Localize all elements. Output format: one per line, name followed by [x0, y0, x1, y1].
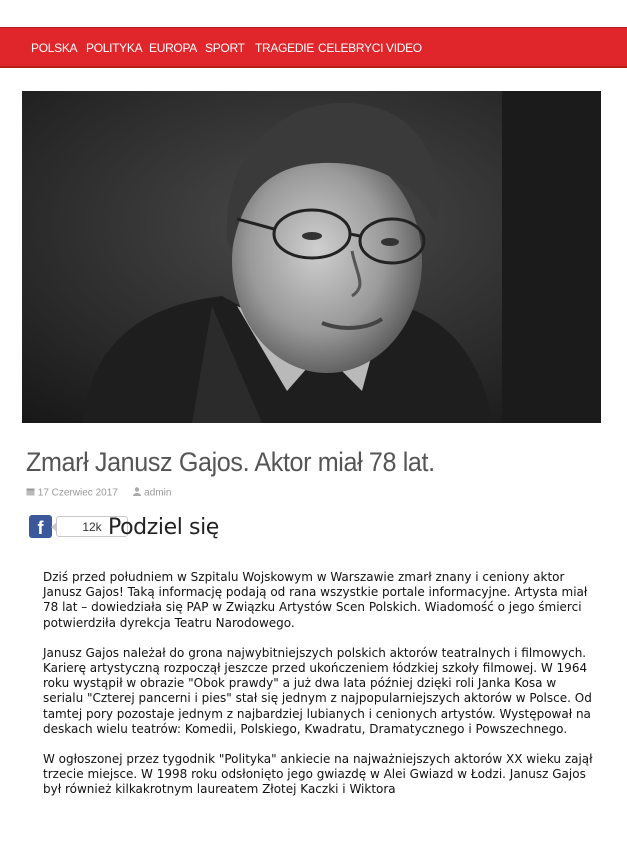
article-paragraph: W ogłoszonej przez tygodnik "Polityka" ankiecie na najważniejszych aktorów XX wieku zajął trzecie miejsce. W 1998 roku odsłonięto jego gwiazdę w Alei Gwiazd w Łodzi. Janusz Gajos był również kilkakrotnym laureatem Złotej Kaczki i Wiktora	[43, 752, 593, 797]
top-strip	[0, 0, 627, 27]
calendar-icon	[26, 488, 38, 499]
nav-item-polska[interactable]: POLSKA	[31, 41, 78, 55]
nav-item-tragedie[interactable]: TRAGEDIE	[255, 41, 314, 55]
nav-item-celebryci[interactable]: CELEBRYCI	[318, 41, 384, 55]
article-meta	[26, 487, 171, 499]
article-date: 17 Czerwiec 2017	[37, 487, 118, 499]
nav-item-polityka[interactable]: POLITYKA	[86, 41, 143, 55]
user-icon	[133, 488, 144, 499]
main-navigation	[0, 27, 627, 68]
article-body	[43, 570, 598, 813]
article-title: Zmarł Janusz Gajos. Aktor miał 78 lat.	[26, 447, 435, 477]
article-hero-photo	[22, 91, 601, 423]
share-count: 12k	[56, 516, 128, 537]
nav-item-video[interactable]: VIDEO	[386, 41, 422, 55]
facebook-icon[interactable]: f	[29, 515, 52, 538]
article-paragraph: Dziś przed południem w Szpitalu Wojskowym w Warszawie zmarł znany i ceniony aktor Janusz Gajos! Taką informację podają od rana wszystkie portale informacyjne. Artysta miał 78 lat – dowiedziała się PAP w Związku Artystów Scen Polskich. Wiadomość o jego śmierci potwierdziła dyrekcja Teatru Narodowego.	[43, 570, 588, 630]
article-author[interactable]: admin	[144, 487, 172, 499]
nav-item-sport[interactable]: SPORT	[205, 41, 245, 55]
share-label: Podziel się	[108, 515, 219, 540]
article-paragraph: Janusz Gajos należał do grona najwybitniejszych polskich aktorów teatralnych i filmowych. Karierę artystyczną rozpoczął jeszcze przed ukończeniem łódzkiej szkoły filmowej. W 1964 roku wystąpił w obrazie "Obok prawdy" a już dwa lata później dzięki roli Janka Kosa w serialu "Czterej pancerni i pies" stał się jednym z najpopularniejszych aktorów w Polsce. Od tamtej pory pozostaje jednym z najbardziej lubianych i cenionych artystów. Występował na deskach wielu teatrów: Komedii, Polskiego, Kwadratu, Dramatycznego i Powszechnego.	[43, 645, 592, 736]
nav-item-europa[interactable]: EUROPA	[149, 41, 197, 55]
